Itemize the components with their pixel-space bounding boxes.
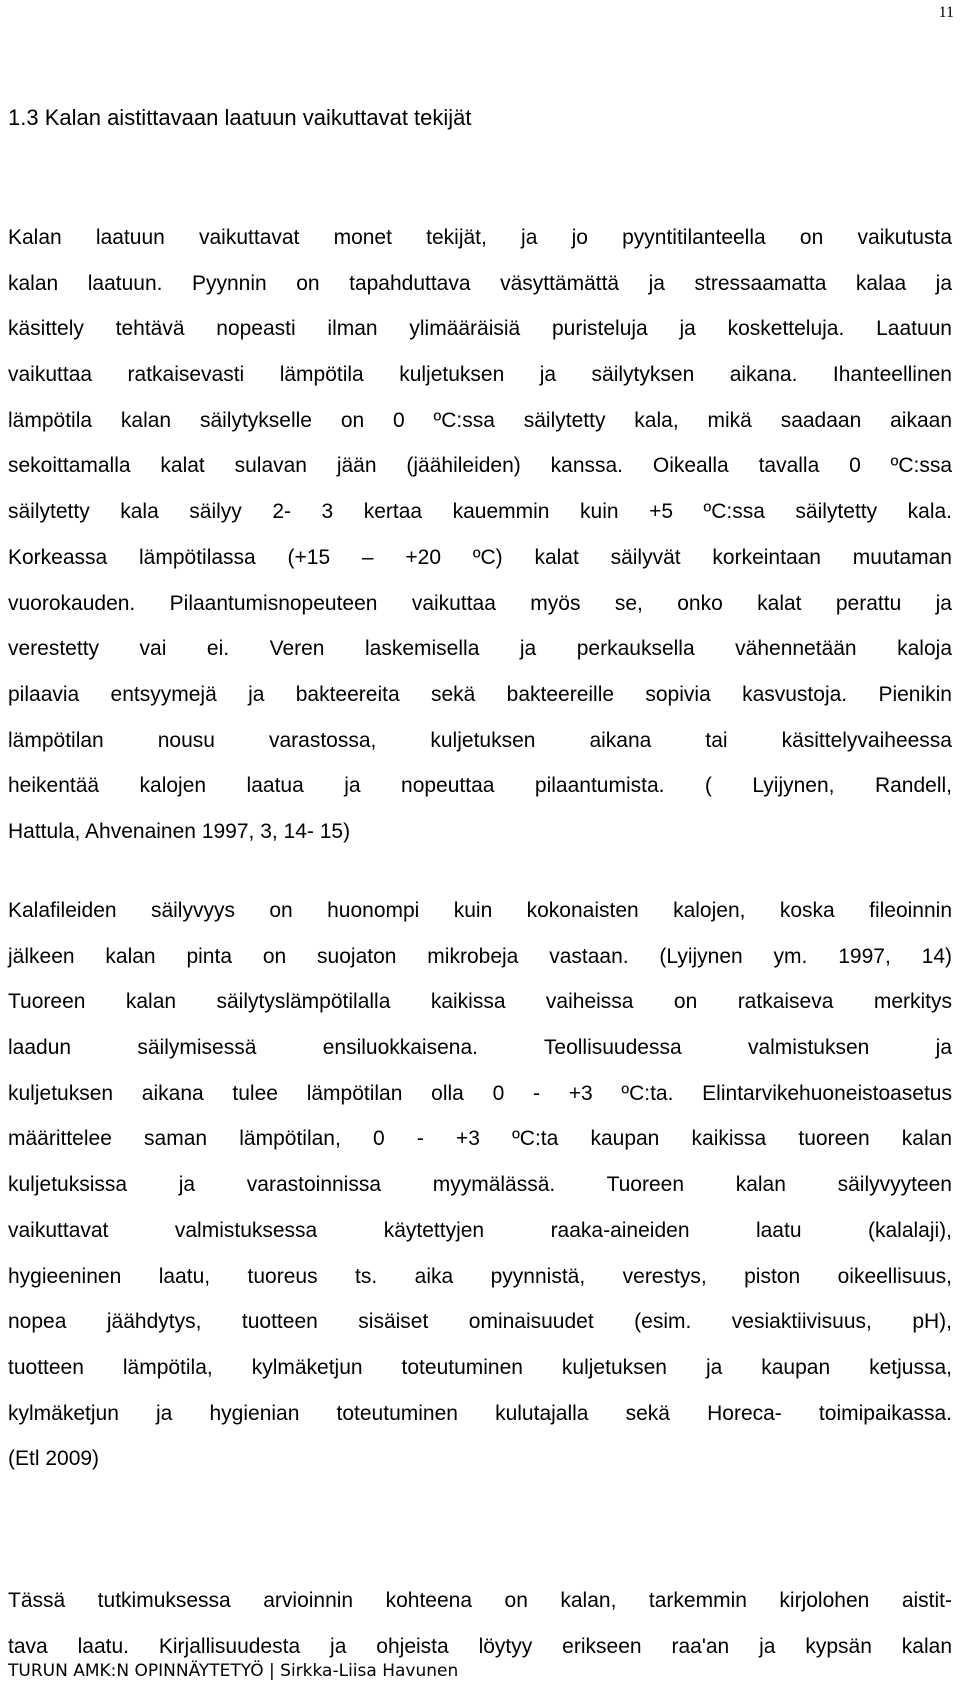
paragraph-line: tava laatu. Kirjallisuudesta ja ohjeista löytyy erikseen raa'an ja kypsän kalan: [8, 1634, 952, 1658]
paragraph: [8, 215, 952, 855]
paragraph-line: pilaavia entsyymejä ja bakteereita sekä bakteereille sopivia kasvustoja. Pienikin: [8, 682, 952, 706]
paragraph-line: käsittely tehtävä nopeasti ilman ylimääräisiä puristeluja ja kosketteluja. Laatuun: [8, 317, 952, 341]
paragraph-line: kylmäketjun ja hygienian toteutuminen kulutajalla sekä Horeca- toimipaikassa.: [8, 1401, 952, 1425]
paragraph-line: Kalan laatuun vaikuttavat monet tekijät, ja jo pyyntitilanteella on vaikutusta: [8, 226, 952, 249]
paragraph-line: hygieeninen laatu, tuoreus ts. aika pyynnistä, verestys, piston oikeellisuus,: [8, 1264, 952, 1288]
paragraph-line: kuljetuksissa ja varastoinnissa myymälässä. Tuoreen kalan säilyvyyteen: [8, 1173, 952, 1197]
paragraph-line: kalan laatuun. Pyynnin on tapahduttava väsyttämättä ja stressaamatta kalaa ja: [8, 271, 952, 295]
paragraph-line: vaikuttavat valmistuksessa käytettyjen raaka-aineiden laatu (kalalaji),: [8, 1218, 952, 1242]
paragraph-line: laadun säilymisessä ensiluokkaisena. Teollisuudessa valmistuksen ja: [8, 1036, 952, 1060]
paragraph-line: lämpötilan nousu varastossa, kuljetuksen aikana tai käsittelyvaiheessa: [8, 728, 952, 752]
paragraph-line: verestetty vai ei. Veren laskemisella ja perkauksella vähennetään kaloja: [8, 637, 952, 661]
paragraph-line: säilytetty kala säilyy 2- 3 kertaa kauemmin kuin +5 ºC:ssa säilytetty kala.: [8, 500, 952, 524]
paragraph-line: sekoittamalla kalat sulavan jään (jäähileiden) kanssa. Oikealla tavalla 0 ºC:ssa: [8, 454, 952, 478]
paragraph: [8, 1578, 952, 1669]
section-heading: 1.3 Kalan aistittavaan laatuun vaikuttavat tekijät: [8, 105, 472, 130]
paragraph-line: heikentää kalojen laatua ja nopeuttaa pilaantumista. ( Lyijynen, Randell,: [8, 774, 952, 798]
paragraph-line: vaikuttaa ratkaisevasti lämpötila kuljetuksen ja säilytyksen aikana. Ihanteellinen: [8, 363, 952, 387]
paragraph: [8, 888, 952, 1482]
paragraph-line: tuotteen lämpötila, kylmäketjun toteutuminen kuljetuksen ja kaupan ketjussa,: [8, 1355, 952, 1379]
paragraph-line: (Etl 2009): [8, 1447, 100, 1471]
paragraph-line: vuorokauden. Pilaantumisnopeuteen vaikuttaa myös se, onko kalat perattu ja: [8, 591, 952, 615]
paragraph-line: Hattula, Ahvenainen 1997, 3, 14- 15): [8, 819, 351, 843]
paragraph-line: Tässä tutkimuksessa arvioinnin kohteena on kalan, tarkemmin kirjolohen aistit-: [8, 1589, 952, 1612]
paragraph-line: Tuoreen kalan säilytyslämpötilalla kaikissa vaiheissa on ratkaiseva merkitys: [8, 990, 952, 1014]
paragraph-line: Kalafileiden säilyvyys on huonompi kuin kokonaisten kalojen, koska fileoinnin: [8, 899, 952, 922]
paragraph-line: määrittelee saman lämpötilan, 0 - +3 ºC:ta kaupan kaikissa tuoreen kalan: [8, 1127, 952, 1151]
page-footer: TURUN AMK:N OPINNÄYTETYÖ | Sirkka-Liisa Havunen: [8, 1661, 459, 1681]
paragraph-line: kuljetuksen aikana tulee lämpötilan olla 0 - +3 ºC:ta. Elintarvikehuoneistoasetus: [8, 1081, 952, 1105]
paragraph-line: nopea jäähdytys, tuotteen sisäiset ominaisuudet (esim. vesiaktiivisuus, pH),: [8, 1310, 952, 1334]
paragraph-line: jälkeen kalan pinta on suojaton mikrobeja vastaan. (Lyijynen ym. 1997, 14): [8, 944, 952, 968]
page-number: 11: [938, 4, 954, 21]
paragraph-line: Korkeassa lämpötilassa (+15 – +20 ºC) kalat säilyvät korkeintaan muutaman: [8, 545, 952, 569]
paragraph-line: lämpötila kalan säilytykselle on 0 ºC:ssa säilytetty kala, mikä saadaan aikaan: [8, 408, 952, 432]
